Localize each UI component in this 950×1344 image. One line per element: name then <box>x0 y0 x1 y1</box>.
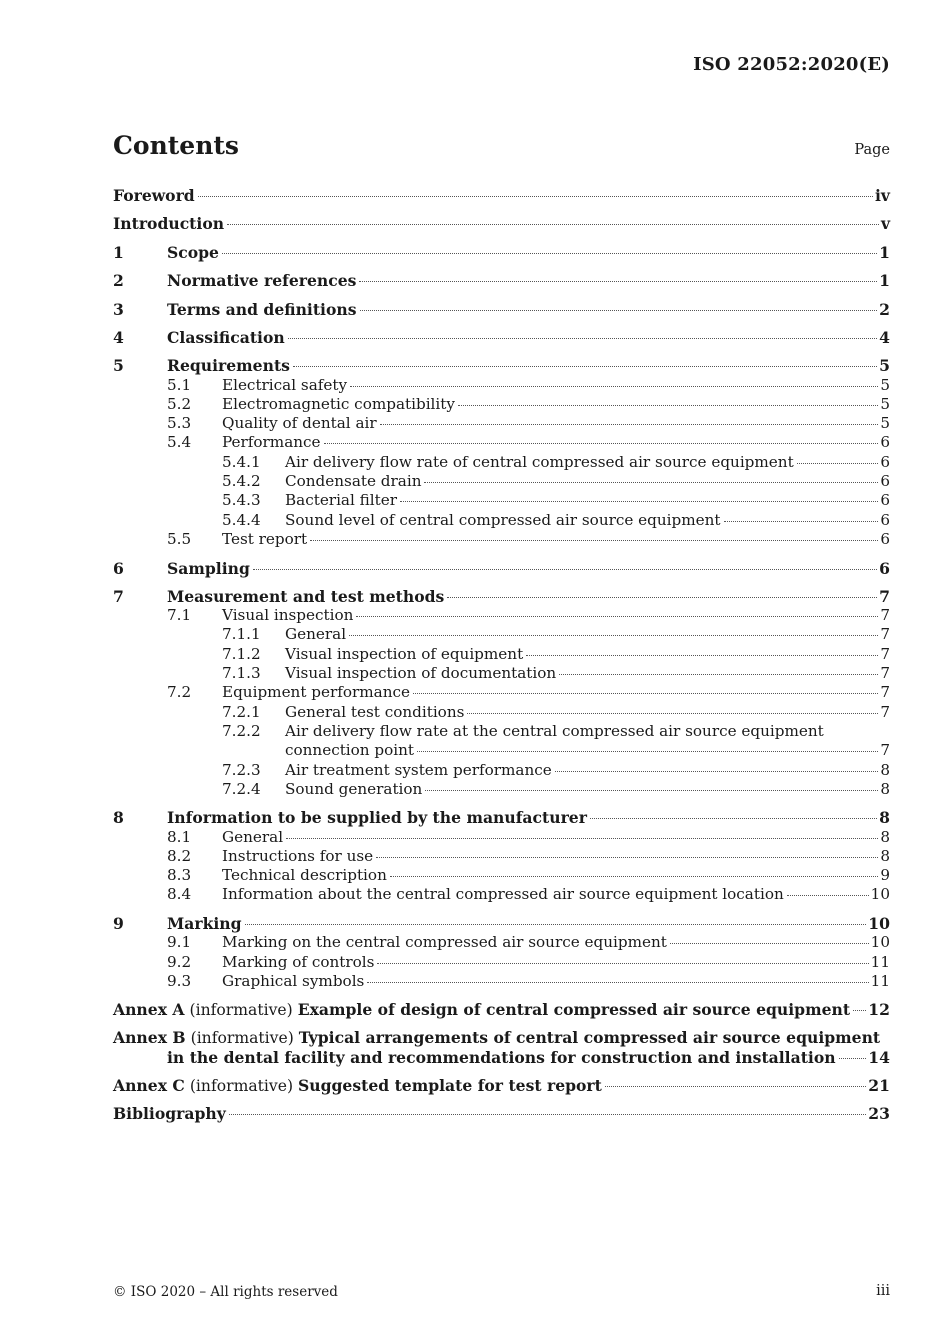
toc-entry-title: Quality of dental air <box>222 414 377 432</box>
toc-entry-number: 5.4.4 <box>222 511 261 529</box>
toc-entry-page: 7 <box>880 645 890 663</box>
toc-entry[interactable] <box>113 645 890 664</box>
page-column-label: Page <box>854 142 890 158</box>
toc-entry-number: 5 <box>113 356 124 375</box>
toc-entry-number: 7.2.2 <box>222 722 261 740</box>
toc-entry[interactable] <box>113 1028 890 1047</box>
toc-entry-title: Requirements <box>167 356 290 375</box>
toc-entry-page: 21 <box>868 1076 890 1095</box>
dot-leader <box>413 693 878 694</box>
toc-entry-title: Equipment performance <box>222 683 410 701</box>
toc-entry-title: Measurement and test methods <box>167 587 445 606</box>
toc-entry-page: 8 <box>880 828 890 846</box>
dot-leader <box>400 501 878 502</box>
dot-leader <box>222 253 877 254</box>
dot-leader <box>424 482 878 483</box>
toc-entry[interactable] <box>113 885 890 904</box>
annex-informative-label: (informative) <box>189 1077 294 1095</box>
toc-entry-page: 2 <box>879 300 890 319</box>
toc-entry-title: Classification <box>167 328 285 347</box>
toc-entry[interactable] <box>113 433 890 452</box>
toc-entry-title: Example of design of central compressed air source equipment <box>297 1000 851 1019</box>
toc-entry[interactable] <box>113 243 890 262</box>
dot-leader <box>288 338 877 339</box>
toc-entry[interactable] <box>113 376 890 395</box>
toc-entry[interactable] <box>113 300 890 319</box>
document-id: ISO 22052:2020(E) <box>693 54 890 75</box>
dot-leader <box>605 1086 866 1087</box>
toc-entry-page: 6 <box>880 511 890 529</box>
toc-entry-page: 11 <box>870 972 890 990</box>
dot-leader <box>310 540 878 541</box>
toc-entry-page: 6 <box>880 453 890 471</box>
toc-entry-page: 8 <box>879 808 890 827</box>
toc-entry-number: 8.4 <box>167 885 192 903</box>
toc-entry-title: General <box>285 625 347 643</box>
toc-entry-title: Air delivery flow rate at the central compressed air source equipment <box>285 722 824 740</box>
toc-entry-title: Performance <box>222 433 321 451</box>
dot-leader <box>367 982 868 983</box>
toc-entry-page: 5 <box>880 376 890 394</box>
dot-leader <box>293 366 877 367</box>
dot-leader <box>447 597 877 598</box>
toc-entry-number: 7.1.3 <box>222 664 261 682</box>
toc-entry-number: 5.2 <box>167 395 192 413</box>
dot-leader <box>253 569 877 570</box>
toc-entry-page: 7 <box>880 703 890 721</box>
toc-entry-title: General <box>222 828 284 846</box>
toc-entry-title: Foreword <box>113 186 195 205</box>
toc-entry-title: Air treatment system performance <box>285 761 552 779</box>
toc-entry[interactable] <box>113 866 890 885</box>
toc-entry-number: 7.2.1 <box>222 703 261 721</box>
toc-entry-page: 6 <box>880 491 890 509</box>
dot-leader <box>670 943 869 944</box>
toc-entry-page: 6 <box>879 559 890 578</box>
toc-entry-number: 9 <box>113 914 124 933</box>
toc-entry-title: Information to be supplied by the manufacturer <box>167 808 587 827</box>
dot-leader <box>286 838 878 839</box>
toc-entry-title: Typical arrangements of central compressed air source equipment <box>298 1028 881 1047</box>
toc-entry[interactable] <box>113 587 890 606</box>
toc-entry-number: 7 <box>113 587 124 606</box>
toc-entry-page: 6 <box>880 433 890 451</box>
toc-entry[interactable] <box>113 1104 890 1123</box>
dot-leader <box>227 224 879 225</box>
dot-leader <box>376 857 878 858</box>
dot-leader <box>787 895 869 896</box>
toc-entry-number: 8.2 <box>167 847 192 865</box>
page-number: iii <box>876 1283 890 1299</box>
toc-entry[interactable] <box>113 414 890 433</box>
dot-leader <box>526 655 878 656</box>
toc-entry-title: Terms and definitions <box>167 300 357 319</box>
toc-entry-title: Information about the central compressed air source equipment location <box>222 885 784 903</box>
toc-entry-number: 9.2 <box>167 953 192 971</box>
toc-entry-number: 5.3 <box>167 414 192 432</box>
toc-entry-title: Technical description <box>222 866 387 884</box>
toc-entry-page: 1 <box>879 271 890 290</box>
toc-entry-page: 14 <box>868 1048 890 1067</box>
dot-leader <box>425 790 878 791</box>
toc-entry-number: 8.3 <box>167 866 192 884</box>
toc-entry-title: Suggested template for test report <box>298 1076 602 1095</box>
toc-entry-title: Electromagnetic compatibility <box>222 395 455 413</box>
contents-title: Contents <box>113 131 240 160</box>
toc-entry-title: Sound generation <box>285 780 423 798</box>
annex-informative-label: (informative) <box>189 1001 293 1019</box>
toc-entry-title: Sound level of central compressed air source equipment <box>285 511 721 529</box>
toc-entry-page: iv <box>875 186 890 205</box>
dot-leader <box>555 771 879 772</box>
toc-entry[interactable] <box>113 808 890 827</box>
toc-entry-number: 5.4.1 <box>222 453 261 471</box>
toc-entry[interactable] <box>113 395 890 414</box>
toc-entry-page: 10 <box>870 885 890 903</box>
toc-entry-number: 3 <box>113 300 124 319</box>
toc-entry-page: 6 <box>880 472 890 490</box>
toc-entry-number: 7.2 <box>167 683 192 701</box>
toc-entry[interactable] <box>113 559 890 578</box>
toc-entry-number: 9.3 <box>167 972 192 990</box>
dot-leader <box>853 1010 866 1011</box>
toc-entry-number: 5.5 <box>167 530 192 548</box>
toc-entry-title: Graphical symbols <box>222 972 365 990</box>
toc-entry-page: 7 <box>880 741 890 759</box>
toc-entry-number: 5.1 <box>167 376 192 394</box>
toc-entry-number: 7.1.2 <box>222 645 261 663</box>
toc-entry-title-continued: connection point <box>285 741 415 759</box>
toc-entry-number: 7.1.1 <box>222 625 261 643</box>
dot-leader <box>359 281 877 282</box>
toc-entry-number: 2 <box>113 271 124 290</box>
dot-leader <box>724 521 879 522</box>
toc-entry-number: 1 <box>113 243 124 262</box>
toc-entry[interactable] <box>113 972 890 991</box>
toc-entry-page: 8 <box>880 780 890 798</box>
copyright-notice: © ISO 2020 – All rights reserved <box>113 1284 338 1300</box>
toc-entry[interactable] <box>113 847 890 866</box>
dot-leader <box>324 443 879 444</box>
toc-entry[interactable] <box>113 741 890 760</box>
toc-entry-number: 4 <box>113 328 124 347</box>
toc-entry-page: 7 <box>880 683 890 701</box>
toc-entry[interactable] <box>113 953 890 972</box>
toc-entry-page: 10 <box>870 933 890 951</box>
toc-entry-number: 5.4 <box>167 433 192 451</box>
dot-leader <box>380 424 879 425</box>
toc-entry[interactable] <box>113 625 890 644</box>
toc-entry[interactable] <box>113 530 890 549</box>
toc-entry[interactable] <box>113 491 890 510</box>
toc-entry-page: 9 <box>880 866 890 884</box>
toc-entry-title: Electrical safety <box>222 376 348 394</box>
annex-informative-label: (informative) <box>190 1029 294 1047</box>
toc-entry-number: 9.1 <box>167 933 192 951</box>
toc-entry-title: Test report <box>222 530 308 548</box>
toc-entry[interactable] <box>113 356 890 375</box>
toc-entry[interactable] <box>113 780 890 799</box>
toc-entry-title: Sampling <box>167 559 250 578</box>
toc-entry[interactable] <box>113 703 890 722</box>
toc-entry-title: Marking <box>167 914 242 933</box>
toc-entry-title: Air delivery flow rate of central compressed air source equipment <box>285 453 794 471</box>
dot-leader <box>559 674 878 675</box>
toc-entry[interactable] <box>113 683 890 702</box>
toc-entry-page: 7 <box>880 664 890 682</box>
toc-entry-title: General test conditions <box>285 703 465 721</box>
annex-label: Annex A <box>113 1000 185 1019</box>
dot-leader <box>467 713 878 714</box>
toc-entry[interactable] <box>113 214 890 233</box>
toc-entry-number: 5.4.2 <box>222 472 261 490</box>
annex-label: Annex B <box>113 1028 186 1047</box>
toc-entry-title: Marking on the central compressed air source equipment <box>222 933 667 951</box>
dot-leader <box>458 405 878 406</box>
toc-entry-number: 7.1 <box>167 606 192 624</box>
annex-label: Annex C <box>113 1076 185 1095</box>
toc-entry[interactable] <box>113 1076 890 1095</box>
toc-entry[interactable] <box>113 453 890 472</box>
toc-entry-title: Introduction <box>113 214 225 233</box>
dot-leader <box>349 635 878 636</box>
toc-entry-title-continued: in the dental facility and recommendations for construction and installation <box>167 1048 836 1067</box>
toc-entry-page: 8 <box>880 847 890 865</box>
toc-entry-page: 12 <box>868 1000 890 1019</box>
toc-entry[interactable] <box>113 722 890 741</box>
toc-entry-title: Bacterial filter <box>285 491 398 509</box>
toc-entry[interactable] <box>113 933 890 952</box>
toc-entry-page: 4 <box>879 328 890 347</box>
toc-entry-page: 11 <box>870 953 890 971</box>
dot-leader <box>417 751 878 752</box>
dot-leader <box>590 818 877 819</box>
dot-leader <box>360 310 878 311</box>
toc-entry-page: 6 <box>880 530 890 548</box>
toc-entry[interactable] <box>113 664 890 683</box>
toc-entry[interactable] <box>113 511 890 530</box>
toc-entry-title: Visual inspection of equipment <box>285 645 524 663</box>
dot-leader <box>350 386 878 387</box>
dot-leader <box>390 876 878 877</box>
toc-entry-title: Marking of controls <box>222 953 375 971</box>
dot-leader <box>377 963 868 964</box>
toc-entry-number: 8.1 <box>167 828 192 846</box>
toc-entry-page: 10 <box>868 914 890 933</box>
toc-entry-page: 7 <box>880 606 890 624</box>
dot-leader <box>245 924 867 925</box>
toc-entry[interactable] <box>113 186 890 205</box>
toc-entry[interactable] <box>113 1000 890 1019</box>
toc-entry[interactable] <box>113 472 890 491</box>
dot-leader <box>198 196 873 197</box>
toc-entry-title: Scope <box>167 243 219 262</box>
toc-entry-number: 7.2.3 <box>222 761 261 779</box>
toc-entry-page: 8 <box>880 761 890 779</box>
toc-entry-number: 8 <box>113 808 124 827</box>
toc-entry-page: 5 <box>880 395 890 413</box>
toc-entry[interactable] <box>113 828 890 847</box>
toc-entry-page: 5 <box>879 356 890 375</box>
toc-entry[interactable] <box>113 606 890 625</box>
toc-entry-page: 1 <box>879 243 890 262</box>
toc-entry-title: Bibliography <box>113 1104 226 1123</box>
dot-leader <box>797 463 879 464</box>
toc-entry[interactable] <box>113 328 890 347</box>
toc-entry-number: 7.2.4 <box>222 780 261 798</box>
toc-entry-page: 7 <box>879 587 890 606</box>
toc-entry-page: v <box>880 214 890 233</box>
toc-entry-page: 23 <box>868 1104 890 1123</box>
toc-entry-page: 5 <box>880 414 890 432</box>
dot-leader <box>839 1058 867 1059</box>
dot-leader <box>229 1114 867 1115</box>
toc-entry-number: 5.4.3 <box>222 491 261 509</box>
toc-entry-title: Visual inspection of documentation <box>285 664 557 682</box>
toc-entry-title: Visual inspection <box>222 606 354 624</box>
toc-entry-title: Normative references <box>167 271 357 290</box>
toc-entry[interactable] <box>113 761 890 780</box>
toc-entry[interactable] <box>113 1048 890 1067</box>
dot-leader <box>356 616 878 617</box>
toc-entry-title: Condensate drain <box>285 472 422 490</box>
toc-entry[interactable] <box>113 914 890 933</box>
toc-entry-title: Instructions for use <box>222 847 374 865</box>
toc-entry-page: 7 <box>880 625 890 643</box>
toc-entry-number: 6 <box>113 559 124 578</box>
toc-entry[interactable] <box>113 271 890 290</box>
